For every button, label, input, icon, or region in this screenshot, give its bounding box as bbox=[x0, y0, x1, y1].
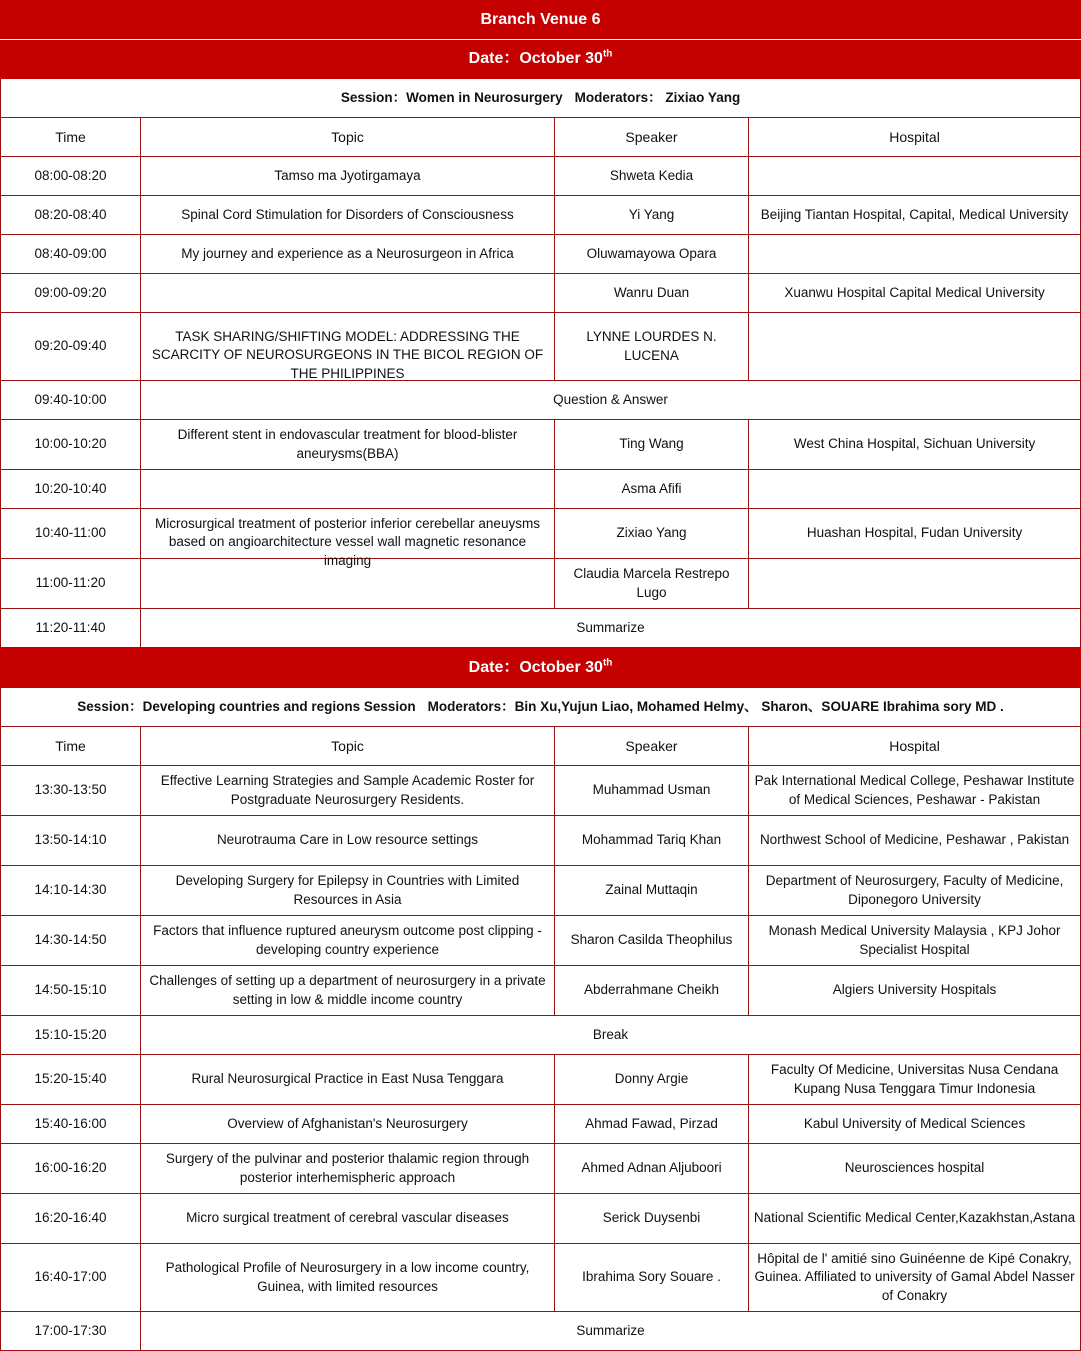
topic-cell bbox=[141, 313, 555, 381]
topic-cell bbox=[141, 916, 555, 966]
topic-cell bbox=[141, 196, 555, 235]
topic-cell bbox=[141, 1105, 555, 1144]
topic-cell bbox=[141, 966, 555, 1016]
topic-cell bbox=[141, 420, 555, 470]
speaker-cell: Claudia Marcela Restrepo Lugo bbox=[555, 559, 749, 609]
speaker-cell: Sharon Casilda Theophilus bbox=[555, 916, 749, 966]
hospital-cell: Beijing Tiantan Hospital, Capital, Medical University bbox=[749, 196, 1081, 235]
time-cell: 15:10-15:20 bbox=[1, 1016, 141, 1055]
schedule-row bbox=[1, 916, 1081, 966]
time-cell: 17:00-17:30 bbox=[1, 1312, 141, 1351]
time-cell: 16:40-17:00 bbox=[1, 1244, 141, 1312]
time-cell: 08:40-09:00 bbox=[1, 235, 141, 274]
schedule-row bbox=[1, 1055, 1081, 1105]
session-label: Session：Women in Neurosurgery bbox=[340, 89, 563, 105]
topic-text: Tamso ma Jyotirgamaya bbox=[274, 167, 421, 183]
hospital-cell: Faculty Of Medicine, Universitas Nusa Cendana Kupang Nusa Tenggara Timur Indonesia bbox=[749, 1055, 1081, 1105]
topic-text: Neurotrauma Care in Low resource settings bbox=[216, 832, 479, 848]
schedule-row bbox=[1, 1194, 1081, 1244]
schedule-row bbox=[1, 381, 1081, 420]
schedule-row bbox=[1, 609, 1081, 648]
speaker-cell: Ahmed Adnan Aljuboori bbox=[555, 1144, 749, 1194]
speaker-cell: Zainal Muttaqin bbox=[555, 866, 749, 916]
topic-cell bbox=[141, 1194, 555, 1244]
schedule-row bbox=[1, 1312, 1081, 1351]
hospital-cell: Neurosciences hospital bbox=[749, 1144, 1081, 1194]
schedule-row bbox=[1, 196, 1081, 235]
speaker-cell: Muhammad Usman bbox=[555, 766, 749, 816]
speaker-cell: Ting Wang bbox=[555, 420, 749, 470]
time-cell: 15:20-15:40 bbox=[1, 1055, 141, 1105]
topic-cell bbox=[141, 1244, 555, 1312]
hospital-cell bbox=[749, 559, 1081, 609]
header-speaker: Speaker bbox=[555, 727, 749, 766]
hospital-cell: Monash Medical University Malaysia , KPJ Johor Specialist Hospital bbox=[749, 916, 1081, 966]
time-cell: 10:00-10:20 bbox=[1, 420, 141, 470]
speaker-cell: Wanru Duan bbox=[555, 274, 749, 313]
schedule-table bbox=[0, 0, 1081, 648]
venue-title: Branch Venue 6 bbox=[1, 1, 1081, 40]
topic-text: Rural Neurosurgical Practice in East Nusa Tenggara bbox=[191, 1071, 504, 1087]
session-row bbox=[1, 79, 1081, 118]
hospital-cell: Kabul University of Medical Sciences bbox=[749, 1105, 1081, 1144]
topic-text: Microsurgical treatment of posterior inferior cerebellar aneuysms based on angioarchitecture vessel wall magnetic resonance imaging bbox=[155, 515, 540, 568]
topic-cell bbox=[141, 509, 555, 568]
speaker-cell: Yi Yang bbox=[555, 196, 749, 235]
hospital-cell: Hôpital de l' amitié sino Guinéenne de Kipé Conakry, Guinea. Affiliated to university of Gamal Abdel Nasser of Conakry bbox=[749, 1244, 1081, 1312]
break-cell: Summarize bbox=[141, 1312, 1081, 1351]
time-cell: 10:20-10:40 bbox=[1, 470, 141, 509]
speaker-cell: Ibrahima Sory Souare . bbox=[555, 1244, 749, 1312]
topic-text: Developing Surgery for Epilepsy in Countries with Limited Resources in Asia bbox=[175, 873, 520, 907]
topic-cell bbox=[141, 1144, 555, 1194]
hospital-cell: Department of Neurosurgery, Faculty of Medicine, Diponegoro University bbox=[749, 866, 1081, 916]
date-row bbox=[1, 649, 1081, 688]
moderators-label: Moderators：Bin Xu,Yujun Liao, Mohamed Helmy、 Sharon、SOUARE Ibrahima sory MD . bbox=[427, 698, 1004, 714]
time-cell: 14:50-15:10 bbox=[1, 966, 141, 1016]
schedule-row bbox=[1, 1016, 1081, 1055]
time-cell: 09:00-09:20 bbox=[1, 274, 141, 313]
schedule-row bbox=[1, 1244, 1081, 1312]
schedule-row bbox=[1, 470, 1081, 509]
break-cell: Break bbox=[141, 1016, 1081, 1055]
speaker-cell: Asma Afifi bbox=[555, 470, 749, 509]
topic-text: Different stent in endovascular treatment for blood-blister aneurysms(BBA) bbox=[177, 427, 518, 461]
time-cell: 10:40-11:00 bbox=[1, 509, 141, 559]
schedule-row bbox=[1, 866, 1081, 916]
time-cell: 08:20-08:40 bbox=[1, 196, 141, 235]
header-time: Time bbox=[1, 118, 141, 157]
schedule-row bbox=[1, 274, 1081, 313]
date-row bbox=[1, 40, 1081, 79]
topic-text: Surgery of the pulvinar and posterior thalamic region through posterior interhemispheric approach bbox=[165, 1151, 530, 1185]
moderators-label: Moderators： Zixiao Yang bbox=[574, 89, 741, 105]
topic-text: Challenges of setting up a department of neurosurgery in a private setting in low & middle income country bbox=[149, 973, 546, 1007]
topic-cell bbox=[141, 235, 555, 274]
speaker-cell: Mohammad Tariq Khan bbox=[555, 816, 749, 866]
speaker-cell: Oluwamayowa Opara bbox=[555, 235, 749, 274]
topic-cell bbox=[141, 766, 555, 816]
schedule-row bbox=[1, 966, 1081, 1016]
column-header-row bbox=[1, 727, 1081, 766]
time-cell: 11:20-11:40 bbox=[1, 609, 141, 648]
date-text: Date：October 30 bbox=[468, 658, 603, 676]
topic-text: Overview of Afghanistan's Neurosurgery bbox=[227, 1115, 468, 1131]
time-cell: 13:30-13:50 bbox=[1, 766, 141, 816]
hospital-cell: National Scientific Medical Center,Kazakhstan,Astana bbox=[749, 1194, 1081, 1244]
hospital-cell bbox=[749, 470, 1081, 509]
schedule-row bbox=[1, 559, 1081, 609]
schedule-row bbox=[1, 1105, 1081, 1144]
topic-cell bbox=[141, 157, 555, 196]
time-cell: 08:00-08:20 bbox=[1, 157, 141, 196]
topic-text: My journey and experience as a Neurosurgeon in Africa bbox=[181, 245, 514, 261]
session-row bbox=[1, 688, 1081, 727]
time-cell: 14:30-14:50 bbox=[1, 916, 141, 966]
time-cell: 15:40-16:00 bbox=[1, 1105, 141, 1144]
schedule-row bbox=[1, 816, 1081, 866]
header-hospital: Hospital bbox=[749, 118, 1081, 157]
hospital-cell bbox=[749, 235, 1081, 274]
topic-text: Micro surgical treatment of cerebral vascular diseases bbox=[186, 1210, 509, 1226]
date-label bbox=[1, 649, 1081, 688]
header-topic: Topic bbox=[141, 727, 555, 766]
schedule-row bbox=[1, 235, 1081, 274]
topic-cell bbox=[141, 274, 555, 313]
session-label: Session：Developing countries and regions Session bbox=[77, 698, 416, 714]
speaker-cell: Zixiao Yang bbox=[555, 509, 749, 559]
column-header-row bbox=[1, 118, 1081, 157]
time-cell: 14:10-14:30 bbox=[1, 866, 141, 916]
speaker-cell: Serick Duysenbi bbox=[555, 1194, 749, 1244]
topic-cell bbox=[141, 1055, 555, 1105]
schedule-table-day2 bbox=[0, 648, 1081, 1351]
schedule-row bbox=[1, 1144, 1081, 1194]
time-cell: 11:00-11:20 bbox=[1, 559, 141, 609]
date-suffix: th bbox=[602, 48, 613, 60]
speaker-cell: Abderrahmane Cheikh bbox=[555, 966, 749, 1016]
schedule-row bbox=[1, 420, 1081, 470]
hospital-cell: Pak International Medical College, Peshawar Institute of Medical Sciences, Peshawar - Pakistan bbox=[749, 766, 1081, 816]
schedule-row bbox=[1, 509, 1081, 559]
break-cell: Question & Answer bbox=[141, 381, 1081, 420]
time-cell: 16:00-16:20 bbox=[1, 1144, 141, 1194]
header-time: Time bbox=[1, 727, 141, 766]
time-cell: 09:20-09:40 bbox=[1, 313, 141, 381]
hospital-cell: West China Hospital, Sichuan University bbox=[749, 420, 1081, 470]
topic-text: TASK SHARING/SHIFTING MODEL: ADDRESSING THE SCARCITY OF NEUROSURGEONS IN THE BICOL REGION OF THE PHILIPPINES bbox=[151, 328, 544, 381]
session-info bbox=[1, 688, 1081, 727]
speaker-cell: Donny Argie bbox=[555, 1055, 749, 1105]
topic-text: Pathological Profile of Neurosurgery in a low income country, Guinea, with limited resources bbox=[165, 1260, 530, 1294]
hospital-cell: Northwest School of Medicine, Peshawar , Pakistan bbox=[749, 816, 1081, 866]
hospital-cell bbox=[749, 313, 1081, 381]
speaker-cell: Shweta Kedia bbox=[555, 157, 749, 196]
hospital-cell: Huashan Hospital, Fudan University bbox=[749, 509, 1081, 559]
speaker-cell: LYNNE LOURDES N. LUCENA bbox=[555, 313, 749, 381]
schedule-row bbox=[1, 157, 1081, 196]
header-speaker: Speaker bbox=[555, 118, 749, 157]
hospital-cell: Algiers University Hospitals bbox=[749, 966, 1081, 1016]
topic-cell bbox=[141, 470, 555, 509]
topic-text: Factors that influence ruptured aneurysm outcome post clipping - developing country experience bbox=[153, 923, 542, 957]
topic-text: Effective Learning Strategies and Sample Academic Roster for Postgraduate Neurosurgery Residents. bbox=[160, 773, 535, 807]
header-topic: Topic bbox=[141, 118, 555, 157]
speaker-cell: Ahmad Fawad, Pirzad bbox=[555, 1105, 749, 1144]
time-cell: 13:50-14:10 bbox=[1, 816, 141, 866]
time-cell: 16:20-16:40 bbox=[1, 1194, 141, 1244]
date-text: Date：October 30 bbox=[468, 49, 603, 67]
schedule-row bbox=[1, 766, 1081, 816]
hospital-cell bbox=[749, 157, 1081, 196]
date-label bbox=[1, 40, 1081, 79]
schedule-row bbox=[1, 313, 1081, 381]
session-info bbox=[1, 79, 1081, 118]
time-cell: 09:40-10:00 bbox=[1, 381, 141, 420]
venue-title-row bbox=[1, 1, 1081, 40]
hospital-cell: Xuanwu Hospital Capital Medical University bbox=[749, 274, 1081, 313]
topic-cell bbox=[141, 866, 555, 916]
date-suffix: th bbox=[602, 657, 613, 669]
break-cell: Summarize bbox=[141, 609, 1081, 648]
header-hospital: Hospital bbox=[749, 727, 1081, 766]
topic-text: Spinal Cord Stimulation for Disorders of Consciousness bbox=[181, 206, 514, 222]
topic-cell bbox=[141, 816, 555, 866]
